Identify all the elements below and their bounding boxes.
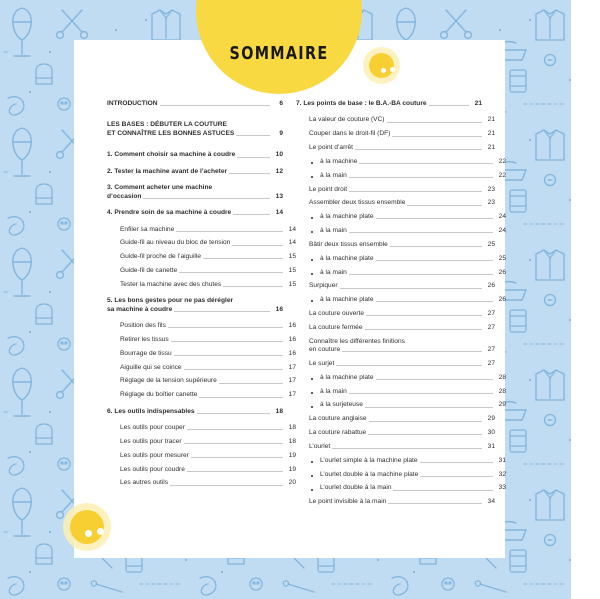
toc-entry[interactable] [296,199,495,207]
toc-page-number: 33 [498,484,506,492]
toc-leader-rule [366,314,482,316]
toc-leader-rule [223,285,283,287]
toc-page-number: 13 [275,192,283,200]
toc-page-number: 27 [487,346,495,354]
toc-page-number: 27 [487,323,495,331]
toc-page-number: 16 [275,305,283,313]
toc-leader-rule [219,382,283,384]
toc-leader-rule [174,354,283,356]
toc-entry-label: Le point invisible à la main [309,498,387,506]
toc-page-number: 15 [288,253,296,261]
toc-page-number: 34 [487,498,495,506]
bullet-icon [311,378,313,380]
toc-entry[interactable] [296,186,495,194]
toc-entry[interactable] [107,466,296,474]
toc-page-number: 14 [275,209,283,217]
toc-entry-label: Les outils pour couper [120,424,185,432]
toc-leader-rule [376,259,493,261]
toc-leader-rule [187,470,283,472]
toc-entry-label-cont: sa machine à coudre [107,305,173,313]
toc-entry-second-line [107,306,283,314]
toc-page-number: 32 [498,470,506,478]
toc-leader-rule [168,326,283,328]
toc-entry[interactable] [107,239,296,247]
toc-leader-rule [355,148,482,150]
toc-entry-label: Retirer les tissus [120,335,169,343]
toc-entry-label-cont: ET CONNAÎTRE LES BONNES ASTUCES [107,129,235,137]
toc-leader-rule [420,475,493,477]
toc-entry[interactable] [107,121,283,138]
toc-entry-label: à la main [320,268,347,276]
toc-column-right [296,100,506,512]
toc-page-number: 16 [288,349,296,357]
toc-leader-rule [387,121,483,123]
toc-entry[interactable] [296,227,506,235]
toc-entry-label: 2. Tester la machine avant de l’acheter [107,167,228,175]
bullet-icon [311,392,313,394]
bullet-icon [311,231,313,233]
toc-page-number: 19 [288,465,296,473]
toc-leader-rule [349,273,493,275]
toc-entry-label: à la main [320,387,347,395]
toc-page-number: 29 [498,401,506,409]
toc-leader-rule [176,230,283,232]
toc-leader-rule [336,364,482,366]
toc-leader-rule [179,271,283,273]
toc-entry[interactable] [107,408,283,416]
toc-entry-second-line [309,346,495,354]
toc-entry-label-cont: en couture [309,346,341,354]
toc-entry[interactable] [296,429,495,437]
toc-page-number: 30 [487,429,495,437]
toc-entry-label: 5. Les bons gestes pour ne pas dérégler [107,297,234,305]
toc-entry[interactable] [107,184,283,201]
toc-page-number: 10 [275,151,283,159]
toc-entry[interactable] [107,424,296,432]
toc-page-number: 17 [288,391,296,399]
toc-entry-label: L’ourlet double à la machine plate [320,470,419,478]
toc-entry-label: Réglage du boîtier canette [120,391,198,399]
toc-entry-label: Le point droit [309,185,348,193]
toc-page-number: 18 [275,407,283,415]
toc-entry[interactable] [107,336,296,344]
toc-entry[interactable] [296,360,495,368]
toc-leader-rule [342,350,482,352]
toc-page-number: 19 [288,451,296,459]
sewing-button-icon [363,47,400,84]
toc-page-number: 15 [288,266,296,274]
toc-entry[interactable] [296,241,495,249]
toc-entry[interactable] [296,415,495,423]
button-disc [369,53,394,78]
toc-entry[interactable] [107,100,283,108]
toc-leader-rule [236,134,270,136]
toc-page-number: 22 [498,171,506,179]
toc-page-number: 18 [288,437,296,445]
toc-leader-rule [143,197,270,199]
toc-leader-rule [233,213,270,215]
toc-leader-rule [332,447,482,449]
toc-entry-label: La couture ouverte [309,310,364,318]
bullet-icon [311,176,313,178]
toc-leader-rule [420,461,494,463]
toc-page-number: 27 [487,310,495,318]
button-hole [85,530,92,537]
table-of-contents [74,40,505,558]
toc-entry-label: L’ourlet simple à la machine plate [320,456,418,464]
toc-leader-rule [184,442,283,444]
sewing-button-icon [63,503,111,551]
bullet-icon [311,217,313,219]
toc-entry[interactable] [107,438,296,446]
toc-page-number: 21 [487,144,495,152]
toc-page-number: 26 [498,296,506,304]
bullet-icon [311,273,313,275]
toc-leader-rule [187,428,283,430]
toc-entry[interactable] [107,377,296,385]
toc-leader-rule [160,104,270,106]
toc-page-number: 26 [498,268,506,276]
toc-leader-rule [429,104,469,106]
toc-entry-label: La couture fermée [309,323,363,331]
toc-page-number: 16 [288,335,296,343]
toc-entry-label: Enfiler sa machine [120,225,175,233]
toc-entry[interactable] [107,479,296,487]
button-hole [381,68,386,73]
toc-page-number: 14 [288,239,296,247]
toc-page-number: 25 [487,240,495,248]
toc-leader-rule [349,231,493,233]
toc-page-number: 24 [498,213,506,221]
toc-leader-rule [390,245,482,247]
toc-leader-rule [197,412,270,414]
toc-entry-label: à la machine plate [320,296,374,304]
toc-entry-second-line [107,130,283,138]
toc-entry-label: 4. Prendre soin de sa machine à coudre [107,209,232,217]
toc-page-number: 9 [279,129,283,137]
bullet-icon [311,406,313,408]
toc-entry-label: Bâtir deux tissus ensemble [309,240,388,248]
toc-leader-rule [229,172,270,174]
toc-entry-label: à la main [320,227,347,235]
toc-entry-label: INTRODUCTION [107,100,158,107]
toc-entry-label: à la machine plate [320,254,374,262]
toc-entry[interactable] [296,144,495,152]
bullet-icon [311,475,313,477]
toc-leader-rule [359,162,493,164]
toc-entry-label: Réglage de la tension supérieure [120,377,217,385]
toc-entry-label: 3. Comment acheter une machine [107,184,213,192]
toc-entry-label: L’ourlet double à la main [320,484,392,492]
toc-entry-label: Les outils pour mesurer [120,451,189,459]
toc-leader-rule [349,190,482,192]
toc-entry[interactable] [107,226,296,234]
toc-page-number: 21 [474,100,482,107]
toc-entry-label: Guide-fil au niveau du bloc de tension [120,239,231,247]
toc-entry[interactable] [296,158,506,166]
button-hole [390,67,395,72]
toc-entry[interactable] [296,388,506,396]
toc-entry-label: Position des fils [120,322,166,330]
toc-column-left [107,100,296,493]
toc-entry-label: La valeur de couture (VC) [309,116,385,124]
toc-entry[interactable] [107,350,296,358]
toc-entry-label: 6. Les outils indispensables [107,407,195,415]
toc-entry[interactable] [296,130,495,138]
toc-page-number: 25 [498,254,506,262]
toc-entry[interactable] [107,281,296,289]
toc-entry[interactable] [107,267,296,275]
bullet-icon [311,489,313,491]
toc-leader-rule [407,204,482,206]
bullet-icon [311,300,313,302]
toc-entry-label: Les outils pour coudre [120,465,185,473]
toc-leader-rule [340,287,482,289]
toc-entry-label: à la machine plate [320,213,374,221]
toc-page-number: 20 [288,479,296,487]
toc-leader-rule [376,300,493,302]
toc-entry[interactable] [296,374,506,382]
toc-entry[interactable] [107,168,283,176]
toc-leader-rule [232,244,283,246]
toc-entry[interactable] [296,116,495,124]
toc-page-number: 22 [498,157,506,165]
toc-entry[interactable] [296,213,506,221]
toc-leader-rule [365,328,482,330]
toc-entry-label: Connaître les différentes finitions [309,337,405,345]
toc-entry-second-line [107,193,283,201]
toc-entry[interactable] [296,471,506,479]
toc-entry[interactable] [107,209,283,217]
toc-page-number: 31 [487,442,495,450]
toc-entry-label: à la machine [320,157,358,165]
toc-entry-label: à la surjeteuse [320,401,363,409]
toc-entry-label: Les autres outils [120,479,169,487]
toc-entry[interactable] [107,322,296,330]
toc-entry-label: Surpiquer [309,282,338,290]
toc-entry[interactable] [296,457,506,465]
toc-entry-label: L’ourlet [309,442,331,450]
toc-page-number: 31 [498,456,506,464]
bullet-icon [311,461,313,463]
toc-entry[interactable] [107,452,296,460]
toc-entry[interactable] [296,498,495,506]
toc-leader-rule [199,396,283,398]
toc-entry-label: Assembler deux tissus ensemble [309,199,406,207]
toc-entry[interactable] [107,364,296,372]
toc-entry[interactable] [296,401,506,409]
toc-entry[interactable] [107,391,296,399]
toc-page-number: 16 [288,322,296,330]
toc-leader-rule [376,217,493,219]
toc-leader-rule [174,310,270,312]
toc-page-number: 21 [487,116,495,124]
toc-entry-label: LES BASES : DÉBUTER LA COUTURE [107,121,227,129]
toc-page-number: 21 [487,130,495,138]
toc-page-number: 15 [288,280,296,288]
toc-entry-label: Le surjet [309,359,335,367]
toc-leader-rule [349,176,493,178]
toc-leader-rule [349,392,493,394]
toc-entry-label-cont: d’occasion [107,192,142,200]
toc-entry-label: Guide-fil proche de l’aiguille [120,253,202,261]
toc-entry-label: Bourrage de tissu [120,349,172,357]
toc-entry-label: 1. Comment choisir sa machine à coudre [107,151,236,159]
toc-entry[interactable] [296,269,506,277]
toc-page-number: 27 [487,359,495,367]
toc-entry[interactable] [296,282,495,290]
toc-entry-label: 7. Les points de base : le B.A.-BA couture [296,100,427,107]
toc-page-number: 29 [487,415,495,423]
toc-page-number: 23 [487,199,495,207]
toc-entry-label: à la main [320,171,347,179]
toc-page-number: 23 [487,185,495,193]
toc-entry[interactable] [296,443,495,451]
toc-entry[interactable] [296,484,506,492]
toc-leader-rule [237,156,270,158]
toc-entry-label: Couper dans le droit-fil (DF) [309,130,391,138]
toc-page-number: 24 [498,227,506,235]
toc-leader-rule [392,135,482,137]
bullet-icon [311,259,313,261]
toc-entry[interactable] [296,296,506,304]
toc-entry[interactable] [107,253,296,261]
toc-entry-label: Tester la machine avec des chutes [120,280,222,288]
toc-entry[interactable] [107,297,283,314]
toc-page-number: 28 [498,373,506,381]
toc-entry[interactable] [296,100,482,108]
page-title: SOMMAIRE [229,44,329,64]
toc-page-number: 12 [275,167,283,175]
toc-entry-label: La couture anglaise [309,415,367,423]
toc-leader-rule [203,257,283,259]
button-hole [97,528,104,535]
toc-leader-rule [388,502,482,504]
toc-page-number: 26 [487,282,495,290]
toc-entry[interactable] [296,324,495,332]
bullet-icon [311,162,313,164]
toc-entry[interactable] [296,255,506,263]
button-disc [70,510,104,544]
toc-leader-rule [191,456,283,458]
toc-page-number: 17 [288,377,296,385]
toc-leader-rule [393,489,493,491]
toc-entry-label: Aiguille qui se coince [120,363,182,371]
toc-leader-rule [184,368,283,370]
toc-entry[interactable] [296,310,495,318]
toc-page-number: 17 [288,363,296,371]
toc-page-number: 28 [498,387,506,395]
toc-entry[interactable] [296,172,506,180]
toc-entry-label: Les outils pour tracer [120,437,182,445]
toc-leader-rule [171,340,283,342]
toc-leader-rule [368,433,482,435]
toc-entry[interactable] [296,338,495,355]
toc-entry-label: Le point d’arrêt [309,144,353,152]
toc-page-number: 14 [288,225,296,233]
toc-page-number: 6 [279,100,283,107]
toc-entry-label: à la machine plate [320,373,374,381]
toc-entry[interactable] [107,151,283,159]
toc-leader-rule [170,484,283,486]
toc-leader-rule [376,378,493,380]
toc-leader-rule [369,420,482,422]
toc-page-number: 18 [288,424,296,432]
toc-leader-rule [365,406,493,408]
toc-entry-label: Guide-fil de canette [120,266,178,274]
toc-entry-label: La couture rabattue [309,429,367,437]
